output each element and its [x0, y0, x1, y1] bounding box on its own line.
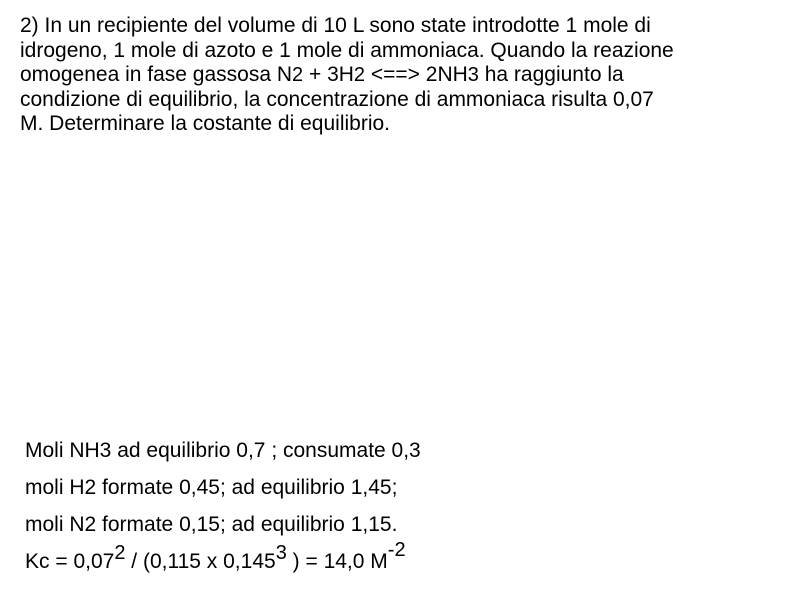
- kc-result: ) = 14,0 M: [286, 550, 388, 573]
- solution-text: formate: [96, 513, 180, 536]
- subscript: 3: [99, 439, 112, 462]
- h2-formed-moles: 0,45: [179, 476, 220, 499]
- problem-text: <==> 2NH: [365, 63, 468, 86]
- problem-line-2: idrogeno, 1 mole di azoto e 1 mole di ammoniaca. Quando la reazione: [20, 38, 674, 62]
- nh3-consumed-moles: 0,3: [391, 439, 421, 462]
- solution-text: ;: [391, 476, 398, 499]
- solution-row-h2-moles: [25, 473, 785, 510]
- superscript: 2: [114, 542, 126, 564]
- problem-line-4: condizione di equilibrio, la concentrazione di ammoniaca risulta 0,07: [20, 87, 654, 111]
- n2-equilibrium-moles: 1,15.: [350, 513, 398, 536]
- solution-text: moli N: [25, 513, 85, 536]
- superscript: -2: [387, 539, 406, 561]
- subscript: 2: [292, 64, 304, 86]
- solution-text: moli H: [25, 476, 85, 499]
- solution-text: formate: [96, 476, 180, 499]
- subscript: 3: [467, 64, 479, 86]
- solution-row-nh3-moles: [25, 436, 785, 473]
- subscript: 2: [353, 64, 366, 86]
- solution-text: ad equilibrio: [111, 439, 237, 462]
- n2-formed-moles: 0,15: [179, 513, 220, 536]
- problem-text: omogenea in fase gassosa N: [20, 63, 293, 86]
- kc-label: Kc =: [25, 550, 74, 573]
- solution-text: Moli NH: [25, 439, 100, 462]
- superscript: 3: [275, 542, 287, 564]
- problem-line-3: [20, 63, 790, 88]
- problem-line-1: 2) In un recipiente del volume di 10 L sono state introdotte 1 mole di: [20, 14, 651, 37]
- nh3-concentration: 0,07: [73, 550, 115, 573]
- h2-equilibrium-moles: 1,45: [350, 476, 392, 499]
- problem-line-5: M. Determinare la costante di equilibrio.: [20, 112, 391, 135]
- subscript: 2: [84, 476, 97, 499]
- problem-statement: [20, 14, 790, 137]
- nh3-equilibrium-moles: 0,7: [236, 439, 266, 462]
- solution-row-kc: [25, 539, 785, 584]
- h2-concentration: 0,145: [223, 550, 276, 573]
- solution-text: ; ad equilibrio: [219, 513, 351, 536]
- solution-block: [25, 436, 785, 584]
- subscript: 2: [84, 513, 97, 536]
- solution-text: ; consumate: [265, 439, 392, 462]
- problem-text: ha raggiunto la: [478, 63, 624, 86]
- solution-text: ; ad equilibrio: [219, 476, 351, 499]
- solution-text: / (0,115 x: [125, 550, 224, 573]
- problem-text: + 3H: [303, 63, 354, 86]
